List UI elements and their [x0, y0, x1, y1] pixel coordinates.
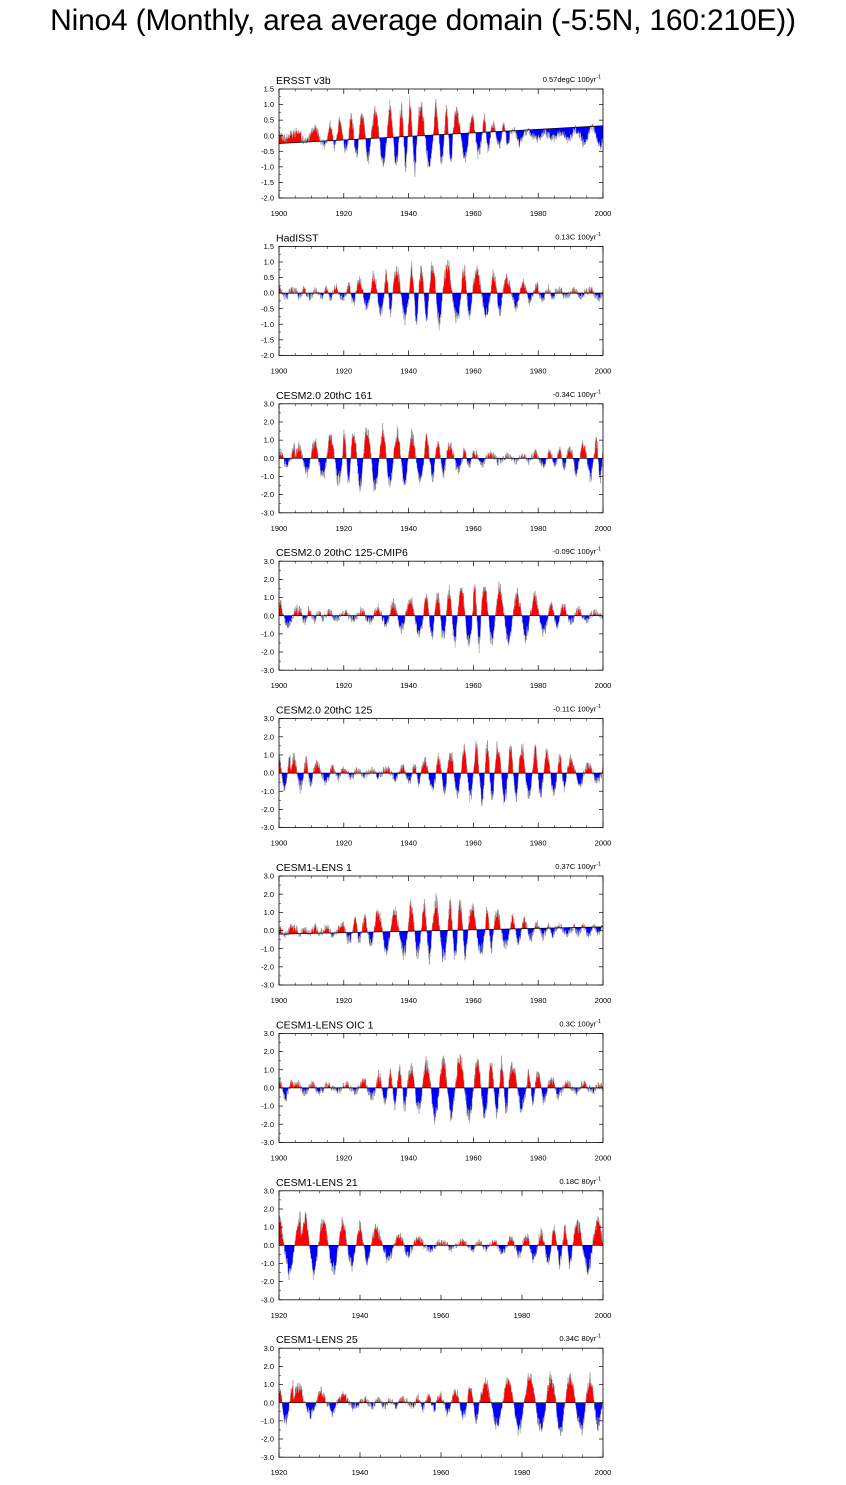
- y-tick-label: 2.0: [263, 574, 274, 584]
- trend-exponent: -1: [596, 546, 601, 553]
- x-tick-label: 2000: [594, 1468, 612, 1478]
- anomaly-series-line: [279, 1371, 603, 1436]
- x-tick-label: 1980: [529, 209, 547, 218]
- x-tick-label: 1920: [335, 366, 353, 376]
- trend-exponent: -1: [596, 704, 601, 711]
- x-tick-label: 2000: [594, 209, 612, 218]
- x-tick-label: 1900: [270, 681, 288, 691]
- x-tick-label: 1900: [270, 1153, 288, 1163]
- x-tick-label: 1960: [465, 996, 482, 1005]
- panel-title: CESM2.0 20thC 125: [276, 704, 373, 717]
- y-tick-label: -2.0: [261, 805, 274, 815]
- y-tick-label: 1.5: [263, 242, 274, 251]
- y-tick-label: -3.0: [261, 1452, 274, 1462]
- trend-exponent: -1: [596, 1176, 601, 1183]
- x-tick-label: 1900: [270, 838, 288, 848]
- trend-value: 0.18C 80yr: [559, 1176, 597, 1186]
- y-tick-label: -2.0: [261, 1119, 274, 1129]
- x-tick-label: 1960: [465, 523, 482, 533]
- y-tick-label: -1.0: [261, 319, 274, 329]
- y-tick-label: -2.0: [261, 193, 274, 203]
- trend-label: [559, 1334, 601, 1344]
- x-tick-label: 2000: [594, 1310, 612, 1320]
- trend-exponent: -1: [596, 74, 601, 81]
- y-tick-label: 1.0: [263, 1065, 274, 1075]
- y-tick-label: -2.0: [261, 647, 274, 657]
- y-tick-label: 0.0: [263, 768, 274, 778]
- x-tick-label: 2000: [594, 838, 612, 848]
- trend-exponent: -1: [596, 1018, 601, 1025]
- x-tick-label: 1940: [351, 1468, 369, 1478]
- x-tick-label: 1920: [335, 996, 353, 1005]
- trend-value: 0.57degC 100yr: [542, 75, 597, 84]
- x-tick-label: 1940: [400, 1153, 417, 1163]
- panel-title: CESM2.0 20thC 161: [276, 389, 373, 402]
- x-tick-label: 2000: [594, 996, 612, 1005]
- y-tick-label: 0.0: [263, 131, 274, 141]
- x-tick-label: 2000: [594, 366, 612, 376]
- x-tick-label: 1940: [400, 996, 417, 1005]
- y-tick-label: -1.0: [261, 786, 274, 796]
- trend-exponent: -1: [596, 1333, 601, 1340]
- panel-title: CESM1-LENS 1: [276, 862, 352, 874]
- x-tick-label: 1960: [465, 209, 482, 218]
- y-tick-label: 2.0: [263, 732, 274, 742]
- panel-title: CESM1-LENS OIC 1: [276, 1019, 374, 1032]
- trend-exponent: -1: [596, 231, 601, 238]
- y-tick-label: -2.0: [261, 1434, 274, 1444]
- x-tick-label: 1980: [513, 1468, 531, 1478]
- y-tick-label: -2.0: [261, 1277, 274, 1287]
- x-tick-label: 1920: [270, 1468, 288, 1478]
- panel-title: CESM1-LENS 25: [276, 1334, 358, 1347]
- x-tick-label: 1980: [529, 681, 547, 691]
- trend-value: -0.34C 100yr: [552, 389, 597, 399]
- x-tick-label: 1920: [335, 838, 353, 848]
- y-tick-label: -3.0: [261, 823, 274, 833]
- y-tick-label: 2.0: [263, 889, 274, 899]
- y-tick-label: -1.5: [261, 178, 274, 188]
- page-title: Nino4 (Monthly, area average domain (-5:5N, 160:210E)): [50, 4, 796, 37]
- x-tick-label: 1920: [335, 209, 353, 218]
- negative-anomaly-bars: [282, 1403, 603, 1436]
- y-tick-label: -0.5: [261, 146, 274, 156]
- y-tick-label: 0.0: [263, 1398, 274, 1408]
- x-tick-label: 1900: [270, 996, 288, 1005]
- x-tick-label: 1980: [529, 366, 547, 376]
- trend-value: 0.37C 100yr: [555, 862, 597, 871]
- y-tick-label: 1.0: [263, 1380, 274, 1390]
- y-tick-label: 3.0: [263, 1343, 274, 1353]
- x-tick-label: 1960: [465, 366, 482, 376]
- y-tick-label: -3.0: [261, 980, 274, 990]
- panel-title: HadISST: [276, 232, 319, 245]
- x-tick-label: 2000: [594, 523, 612, 533]
- trend-exponent: -1: [596, 389, 601, 396]
- y-tick-label: 3.0: [263, 871, 274, 881]
- y-tick-label: -2.0: [261, 962, 274, 972]
- x-tick-label: 1980: [529, 838, 547, 848]
- y-tick-label: 1.0: [263, 907, 274, 917]
- x-tick-label: 1940: [400, 681, 417, 691]
- y-tick-label: 1.0: [263, 750, 274, 760]
- y-tick-label: 0.5: [263, 273, 274, 283]
- y-tick-label: -1.0: [261, 944, 274, 954]
- x-tick-label: 1940: [400, 366, 417, 376]
- y-tick-label: -1.0: [261, 1101, 274, 1111]
- x-tick-label: 1900: [270, 209, 288, 218]
- y-tick-label: 1.5: [263, 84, 274, 94]
- x-tick-label: 1980: [529, 1153, 547, 1163]
- y-tick-label: -1.5: [261, 335, 274, 345]
- y-tick-label: 0.5: [263, 115, 274, 125]
- x-tick-label: 1960: [465, 838, 482, 848]
- x-tick-label: 1960: [465, 681, 482, 691]
- y-tick-label: 2.0: [263, 417, 274, 427]
- y-tick-label: 1.0: [263, 435, 274, 445]
- y-tick-label: 1.0: [263, 593, 274, 603]
- y-tick-label: 3.0: [263, 714, 274, 724]
- x-tick-label: 1940: [351, 1310, 369, 1320]
- y-tick-label: 3.0: [263, 1029, 274, 1038]
- x-tick-label: 1920: [270, 1310, 288, 1320]
- y-tick-label: 2.0: [263, 1047, 274, 1057]
- y-tick-label: 1.0: [263, 257, 274, 267]
- y-tick-label: -1.0: [261, 629, 274, 639]
- panel-title: CESM2.0 20thC 125-CMIP6: [276, 547, 408, 560]
- y-tick-label: 3.0: [263, 399, 274, 409]
- x-tick-label: 2000: [594, 681, 612, 691]
- x-tick-label: 1940: [400, 838, 417, 848]
- y-tick-label: -1.0: [261, 1259, 274, 1269]
- y-tick-label: -3.0: [261, 665, 274, 675]
- trend-value: 0.3C 100yr: [559, 1019, 597, 1029]
- x-tick-label: 1960: [432, 1310, 450, 1320]
- x-tick-label: 1940: [400, 523, 417, 533]
- y-tick-label: -1.0: [261, 472, 274, 482]
- y-tick-label: -2.0: [261, 490, 274, 500]
- trend-exponent: -1: [596, 861, 601, 868]
- x-tick-label: 1900: [270, 523, 288, 533]
- x-tick-label: 1980: [529, 996, 547, 1005]
- trend-value: 0.13C 100yr: [555, 232, 597, 242]
- y-tick-label: 1.0: [263, 1222, 274, 1232]
- x-tick-label: 2000: [594, 1153, 612, 1163]
- y-tick-label: 0.0: [263, 288, 274, 298]
- y-tick-label: 3.0: [263, 1186, 274, 1196]
- x-tick-label: 1920: [335, 681, 353, 691]
- panel-title: ERSST v3b: [276, 75, 331, 87]
- y-tick-label: -3.0: [261, 1295, 274, 1305]
- x-tick-label: 1940: [400, 209, 417, 218]
- y-tick-label: 0.0: [263, 1240, 274, 1250]
- y-tick-label: -3.0: [261, 508, 274, 518]
- y-tick-label: 0.0: [263, 611, 274, 621]
- trend-value: -0.11C 100yr: [553, 704, 597, 714]
- y-tick-label: -2.0: [261, 351, 274, 360]
- y-tick-label: 3.0: [263, 556, 274, 566]
- x-tick-label: 1960: [432, 1468, 450, 1478]
- y-tick-label: -0.5: [261, 304, 274, 314]
- trend-value: 0.34C 80yr: [559, 1334, 597, 1344]
- y-tick-label: 0.0: [263, 453, 274, 463]
- x-tick-label: 1920: [335, 1153, 353, 1163]
- y-tick-label: -3.0: [261, 1138, 274, 1147]
- x-tick-label: 1900: [270, 366, 288, 376]
- y-tick-label: -1.0: [261, 1416, 274, 1426]
- y-tick-label: 1.0: [263, 100, 274, 110]
- x-tick-label: 1920: [335, 523, 353, 533]
- y-tick-label: 2.0: [263, 1361, 274, 1371]
- panel-title: CESM1-LENS 21: [276, 1176, 358, 1189]
- x-tick-label: 1960: [465, 1153, 482, 1163]
- x-tick-label: 1980: [513, 1310, 531, 1320]
- y-tick-label: -1.0: [261, 162, 274, 172]
- y-tick-label: 0.0: [263, 1083, 274, 1093]
- y-tick-label: 0.0: [263, 926, 274, 936]
- y-tick-label: 2.0: [263, 1204, 274, 1214]
- x-tick-label: 1980: [529, 523, 547, 533]
- trend-value: -0.09C 100yr: [552, 547, 597, 557]
